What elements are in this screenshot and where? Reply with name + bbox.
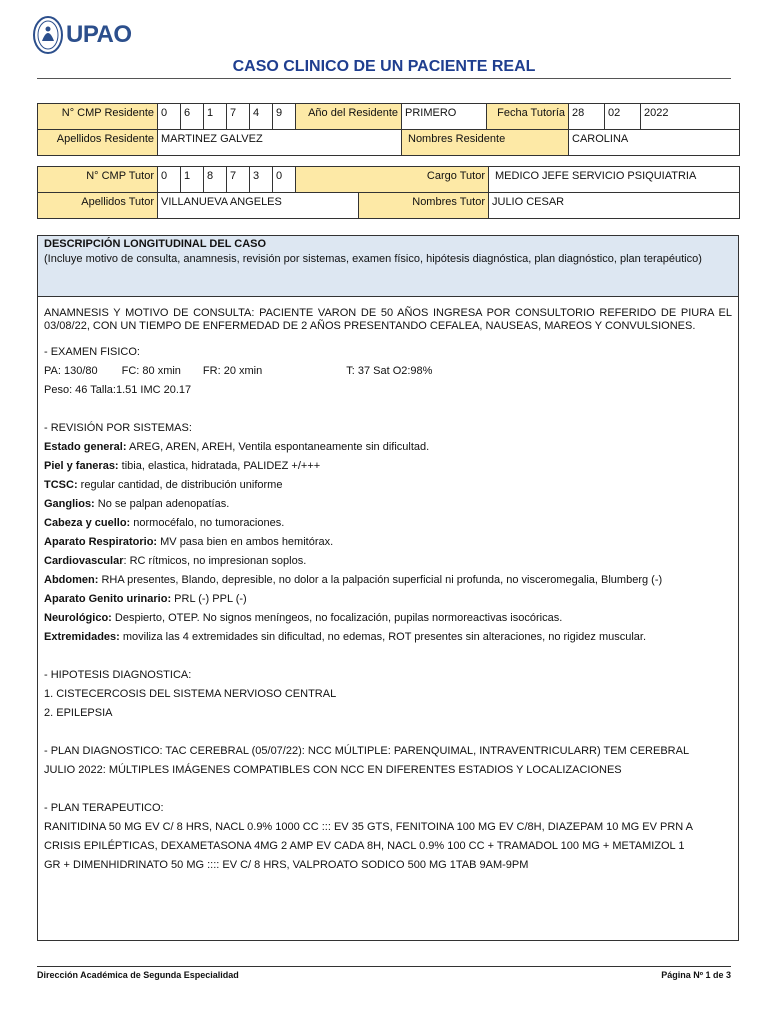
case-description-box	[37, 235, 739, 941]
nombres-residente-value: CAROLINA	[569, 130, 740, 156]
cmp-tutor-digit: 3	[250, 167, 273, 193]
hipotesis-item: 1. CISTECERCOSIS DEL SISTEMA NERVIOSO CENTRAL	[44, 688, 337, 700]
case-subheading: (Incluye motivo de consulta, anamnesis, revisión por sistemas, examen físico, hipótesis diagnóstica, plan diagnóstico, plan terapéutico)	[44, 253, 702, 265]
revision-label: Cabeza y cuello:	[44, 517, 131, 529]
case-body	[38, 297, 738, 885]
revision-label: Aparato Genito urinario:	[44, 593, 172, 605]
fecha-mes: 02	[605, 104, 641, 130]
revision-text: MV pasa bien en ambos hemitórax.	[157, 536, 334, 548]
nombres-tutor-value: JULIO CESAR	[489, 193, 740, 219]
revision-item	[44, 628, 732, 647]
revision-label: Ganglios:	[44, 498, 95, 510]
upao-logo	[32, 14, 132, 56]
revision-item	[44, 476, 732, 495]
plan-diagnostico-line: - PLAN DIAGNOSTICO: TAC CEREBRAL (05/07/22): NCC MÚLTIPLE: PARENQUIMAL, INTRAVENTRICULARR) TEM CEREBRAL	[44, 745, 690, 757]
revision-label: Neurológico:	[44, 612, 112, 624]
revision-item	[44, 495, 732, 514]
cargo-tutor-label: Cargo Tutor	[359, 167, 489, 193]
revision-label: TCSC:	[44, 479, 78, 491]
apellidos-residente-value: MARTINEZ GALVEZ	[158, 130, 402, 156]
cmp-tutor-digit: 7	[227, 167, 250, 193]
plan-terapeutico-title: - PLAN TERAPEUTICO:	[44, 802, 164, 814]
cmp-tutor-label: N° CMP Tutor	[38, 167, 158, 193]
revision-text: RHA presentes, Blando, depresible, no dolor a la palpación superficial ni profunda, no visceromegalia, Blumberg (-)	[98, 574, 663, 586]
university-seal-icon	[32, 15, 64, 55]
page-title: CASO CLINICO DE UN PACIENTE REAL	[232, 58, 536, 75]
revision-text: Despierto, OTEP. No signos meníngeos, no focalización, pupilas normoreactivas isocóricas.	[111, 612, 563, 624]
case-heading: DESCRIPCIÓN LONGITUDINAL DEL CASO	[44, 238, 267, 250]
revision-text: AREG, AREN, AREH, Ventila espontaneamente sin dificultad.	[126, 441, 430, 453]
revision-item	[44, 438, 732, 457]
tutor-table	[37, 166, 740, 219]
footer-divider	[37, 966, 731, 967]
revision-text: normocéfalo, no tumoraciones.	[130, 517, 285, 529]
footer-department: Dirección Académica de Segunda Especialidad	[37, 970, 239, 980]
apellidos-residente-label: Apellidos Residente	[38, 130, 158, 156]
footer-page-number: Página Nº 1 de 3	[661, 970, 731, 980]
cmp-residente-digit: 6	[181, 104, 204, 130]
cmp-residente-digit: 7	[227, 104, 250, 130]
fecha-anio: 2022	[641, 104, 740, 130]
cmp-residente-digit: 0	[158, 104, 181, 130]
hipotesis-item: 2. EPILEPSIA	[44, 707, 113, 719]
anio-residente-value: PRIMERO	[402, 104, 487, 130]
cmp-residente-digit: 4	[250, 104, 273, 130]
plan-diagnostico-line: JULIO 2022: MÚLTIPLES IMÁGENES COMPATIBLES CON NCC EN DIFERENTES ESTADIOS Y LOCALIZACIONES	[44, 764, 622, 776]
revision-text: moviliza las 4 extremidades sin dificultad, no edemas, ROT presentes sin alteraciones, no rigidez muscular.	[119, 631, 647, 643]
fecha-dia: 28	[569, 104, 605, 130]
revision-text: No se palpan adenopatías.	[94, 498, 230, 510]
apellidos-tutor-label: Apellidos Tutor	[38, 193, 158, 219]
vital-fr: FR: 20 xmin	[202, 365, 263, 377]
cmp-residente-digit: 1	[204, 104, 227, 130]
revision-text: : RC rítmicos, no impresionan soplos.	[123, 555, 307, 567]
revision-item	[44, 457, 732, 476]
cargo-tutor-value: MEDICO JEFE SERVICIO PSIQUIATRIA	[489, 167, 740, 193]
logo-text: UPAO	[66, 21, 132, 48]
revision-text: PRL (-) PPL (-)	[171, 593, 247, 605]
revision-label: Piel y faneras:	[44, 460, 119, 472]
revision-text: tibia, elastica, hidratada, PALIDEZ +/+++	[118, 460, 321, 472]
case-header	[38, 236, 738, 297]
revision-item	[44, 514, 732, 533]
plan-terapeutico-line: RANITIDINA 50 MG EV C/ 8 HRS, NACL 0.9% 1000 CC ::: EV 35 GTS, FENITOINA 100 MG EV C/8H, DIAZEPAM 10 MG EV PRN A	[44, 821, 693, 833]
nombres-residente-label: Nombres Residente	[402, 130, 569, 156]
cmp-tutor-digit: 8	[204, 167, 227, 193]
vital-t-sat: T: 37 Sat O2:98%	[346, 365, 433, 377]
plan-terapeutico-line: CRISIS EPILÉPTICAS, DEXAMETASONA 4MG 2 AMP EV CADA 8H, NACL 0.9% 100 CC + TRAMADOL 100 MG + METAMIZOL 1	[44, 840, 685, 852]
vital-fc: FC: 80 xmin	[121, 365, 181, 377]
revision-label: Extremidades:	[44, 631, 120, 643]
revision-text: regular cantidad, de distribución uniforme	[77, 479, 283, 491]
residente-table	[37, 103, 740, 156]
examen-fisico-title: - EXAMEN FISICO:	[44, 346, 140, 358]
nombres-tutor-label: Nombres Tutor	[359, 193, 489, 219]
cargo-spacer	[296, 167, 359, 193]
cmp-tutor-digit: 1	[181, 167, 204, 193]
title-divider	[37, 78, 731, 79]
revision-title: - REVISIÓN POR SISTEMAS:	[44, 422, 192, 434]
fecha-tutoria-label: Fecha Tutoría	[487, 104, 569, 130]
revision-item	[44, 533, 732, 552]
peso-talla-imc: Peso: 46 Talla:1.51 IMC 20.17	[44, 384, 192, 396]
revision-item	[44, 552, 732, 571]
apellidos-tutor-value: VILLANUEVA ANGELES	[158, 193, 359, 219]
revision-list	[44, 438, 732, 647]
vital-pa: PA: 130/80	[44, 365, 98, 377]
revision-item	[44, 609, 732, 628]
revision-label: Cardiovascular	[44, 555, 124, 567]
anamnesis-text: ANAMNESIS Y MOTIVO DE CONSULTA: PACIENTE VARON DE 50 AÑOS INGRESA POR CONSULTORIO REFERIDO DE PIURA EL 03/08/22, CON UN TIEMPO DE ENFERMEDAD DE 2 AÑOS PRESENTANDO CEFALEA, NAUSEAS, MAREOS Y CONVULSIONES.	[44, 307, 732, 332]
cmp-residente-digit: 9	[273, 104, 296, 130]
revision-label: Aparato Respiratorio:	[44, 536, 158, 548]
plan-terapeutico-line: GR + DIMENHIDRINATO 50 MG :::: EV C/ 8 HRS, VALPROATO SODICO 500 MG 1TAB 9AM-9PM	[44, 859, 529, 871]
revision-label: Estado general:	[44, 441, 127, 453]
vitals-row	[44, 362, 732, 381]
revision-item	[44, 571, 732, 590]
cmp-residente-label: N° CMP Residente	[38, 104, 158, 130]
anio-residente-label: Año del Residente	[296, 104, 402, 130]
cmp-tutor-digit: 0	[273, 167, 296, 193]
cmp-tutor-digit: 0	[158, 167, 181, 193]
hipotesis-title: - HIPOTESIS DIAGNOSTICA:	[44, 669, 192, 681]
revision-item	[44, 590, 732, 609]
revision-label: Abdomen:	[44, 574, 99, 586]
